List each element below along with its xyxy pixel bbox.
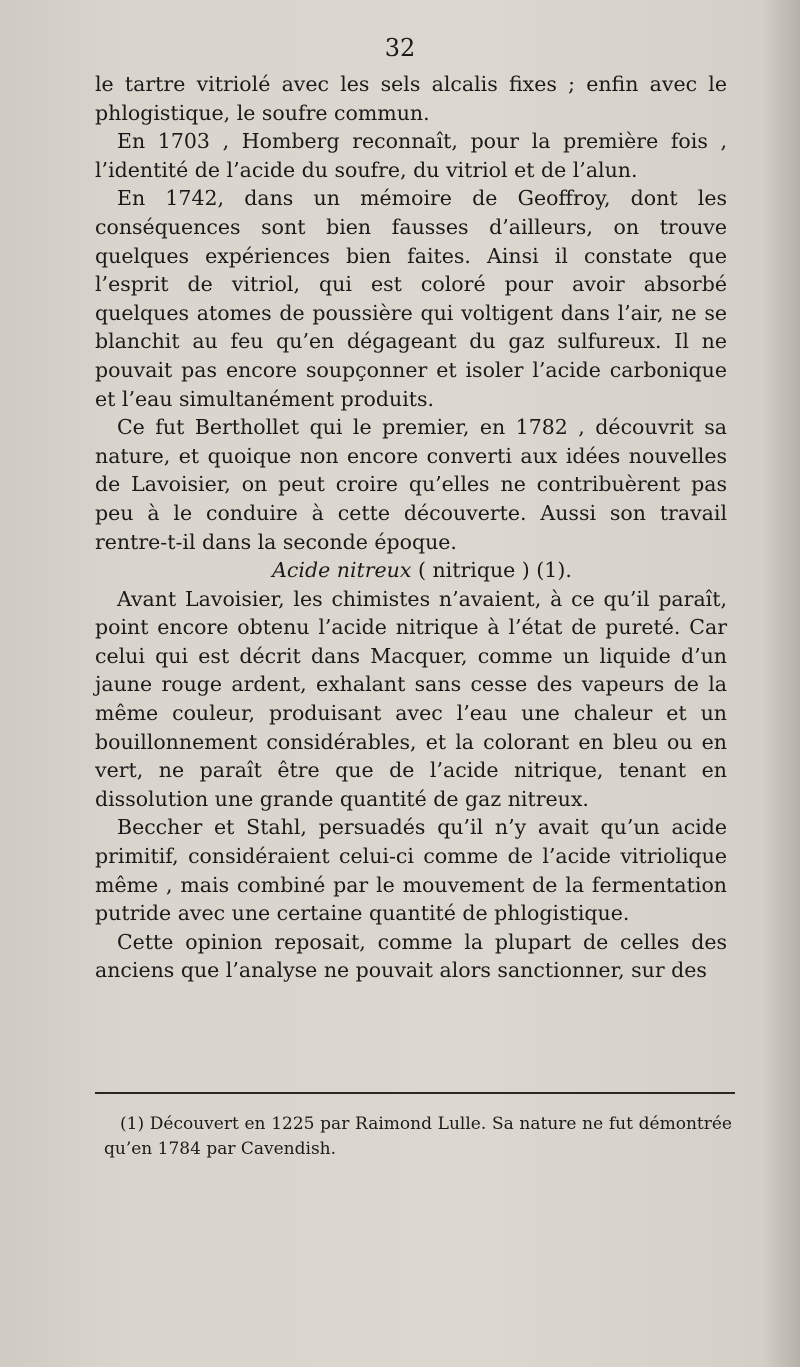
paragraph-5: Avant Lavoisier, les chimistes n’avaient, à ce qu’il paraît, point encore obtenu l’acide nitrique à l’état de pureté. Car celui qui est décrit dans Macquer, comme un liquide d’un jaune rouge ardent, exhalant sans cesse des vapeurs de la même couleur, produisant avec l’eau une chaleur et un bouillonnement considérables, et la colorant en bleu ou en vert, ne paraît être que de l’acide nitrique, tenant en dissolution une grande quantité de gaz nitreux. xyxy=(95,586,727,811)
paragraph-2: En 1703 , Homberg reconnaît, pour la première fois , l’identité de l’acide du soufre, du vitriol et de l’alun. xyxy=(95,129,727,182)
section-heading xyxy=(95,556,727,585)
page-number: 32 xyxy=(384,34,416,62)
footnote-divider xyxy=(95,1092,735,1094)
footnote: (1) Découvert en 1225 par Raimond Lulle. Sa nature ne fut démontrée qu’en 1784 par Cavendish. xyxy=(104,1114,732,1159)
body-text xyxy=(95,70,727,985)
paragraph-1: le tartre vitriolé avec les sels alcalis fixes ; enfin avec le phlogistique, le soufre commun. xyxy=(95,72,727,125)
paragraph-6: Beccher et Stahl, persuadés qu’il n’y avait qu’un acide primitif, considéraient celui-ci comme de l’acide vitriolique même , mais combiné par le mouvement de la fermentation putride avec une certaine quantité de phlogistique. xyxy=(95,815,727,926)
paragraph-3: En 1742, dans un mémoire de Geoffroy, dont les conséquences sont bien fausses d’ailleurs, on trouve quelques expériences bien faites. Ainsi il constate que l’esprit de vitriol, qui est coloré pour avoir absorbé quelques atomes de poussière qui voltigent dans l’air, ne se blanchit au feu qu’en dégageant du gaz sulfureux. Il ne pouvait pas encore soupçonner et isoler l’acide carbonique et l’eau simultanément produits. xyxy=(95,186,727,411)
paragraph-7: Cette opinion reposait, comme la plupart de celles des anciens que l’analyse ne pouvait alors sanctionner, sur des xyxy=(95,929,727,983)
section-heading-rest: ( nitrique ) (1). xyxy=(411,558,572,583)
paragraph-4: Ce fut Berthollet qui le premier, en 1782 , découvrit sa nature, et quoique non encore converti aux idées nouvelles de Lavoisier, on peut croire qu’elles ne contribuèrent pas peu à le conduire à cette découverte. Aussi son travail rentre-t-il dans la seconde époque. xyxy=(95,415,727,554)
page-edge-shadow xyxy=(762,0,800,1367)
section-heading-italic: Acide nitreux xyxy=(272,558,412,583)
